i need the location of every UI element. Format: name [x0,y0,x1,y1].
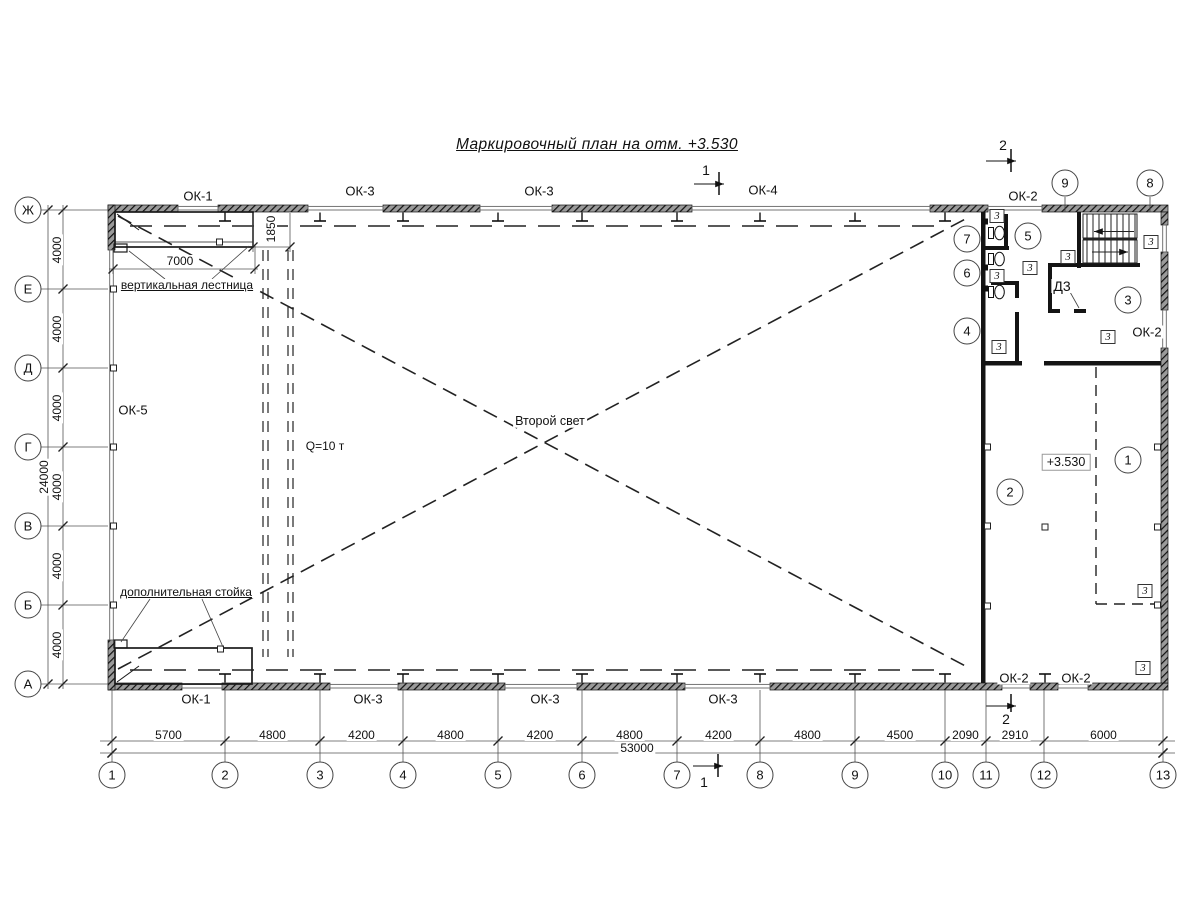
dim-bottom: 4200 [705,728,732,742]
room-number-bubble: 3 [1115,287,1142,314]
dim-bottom: 2910 [1001,728,1029,742]
grid-column-bubble: 12 [1031,762,1058,789]
window-mark-label: ОК-5 [118,402,148,418]
grid-column-bubble: 3 [307,762,334,789]
dim-left: 4000 [50,394,64,421]
window-mark-label: ОК-1 [183,188,213,204]
grid-row-bubble: В [15,513,42,540]
annotation-extra-post: дополнительная стойка [120,585,252,599]
dim-bottom: 4800 [259,728,286,742]
annotation-crane-capacity: Q=10 т [305,439,345,453]
drawing-title: Маркировочный план на отм. +3.530 [456,136,738,153]
annotation-second-light: Второй свет [515,413,585,428]
room-number-bubble: 7 [954,226,981,253]
grid-row-bubble: Е [15,276,42,303]
dim-bottom: 4200 [526,728,554,742]
node-number-bubble: 8 [1137,170,1164,197]
toilet-fixtures [983,219,1005,299]
wall-type-mark: 3 [1138,584,1153,598]
section-2-label-bottom: 2 [1002,711,1010,727]
grid-column-bubble: 11 [973,762,1000,789]
annotation-vertical-ladder: вертикальная лестница [120,278,254,292]
section-1-label-bottom: 1 [700,774,708,790]
wall-type-mark: 3 [1136,661,1151,675]
dim-total-width: 53000 [620,741,654,755]
dim-bottom: 6000 [1090,728,1117,742]
wall-type-mark: 3 [992,340,1007,354]
dim-left: 4000 [50,631,64,658]
dim-bottom: 4500 [886,728,914,742]
window-mark-label: ОК-3 [524,183,554,199]
dim-bottom: 4800 [437,728,464,742]
dim-total-height: 24000 [37,460,51,494]
grid-row-bubble: Д [15,355,42,382]
dim-left: 4000 [50,473,64,500]
grid-column-bubble: 4 [390,762,417,789]
grid-column-bubble: 7 [664,762,691,789]
grid-row-bubble: Б [15,592,42,619]
room-number-bubble: 4 [954,318,981,345]
wall-type-mark: 3 [1023,261,1038,275]
window-mark-label: ОК-1 [181,691,211,707]
grid-column-bubble: 9 [842,762,869,789]
grid-column-bubble: 1 [99,762,126,789]
grid-row-bubble: Ж [15,197,42,224]
grid-column-bubble: 10 [932,762,959,789]
dim-bottom: 4200 [348,728,375,742]
staircase [1083,214,1137,263]
grid-column-bubble: 2 [212,762,239,789]
dim-bottom: 2090 [952,728,979,742]
elevation-mark: +3.530 [1042,454,1091,471]
exterior-walls [108,205,1168,690]
dim-bottom: 4800 [616,728,643,742]
window-mark-label: ОК-3 [353,691,383,707]
dim-platform-width: 7000 [166,254,194,268]
dim-bottom: 5700 [155,728,182,742]
room-number-bubble: 2 [997,479,1024,506]
room-number-bubble: 5 [1015,223,1042,250]
wall-type-mark: 3 [990,269,1005,283]
room-number-bubble: 1 [1115,447,1142,474]
wall-type-mark: 3 [1061,250,1076,264]
grid-column-bubble: 6 [569,762,596,789]
grid-row-bubble: Г [15,434,42,461]
grid-row-bubble: А [15,671,42,698]
wall-type-mark: 3 [990,209,1005,223]
window-mark-label: ОК-4 [748,182,778,198]
wall-type-mark: 3 [1101,330,1116,344]
dim-bottom: 4800 [794,728,821,742]
grid-column-bubble: 5 [485,762,512,789]
window-mark-label: ОК-2 [1061,670,1091,686]
room-number-bubble: 6 [954,260,981,287]
grid-column-bubble: 13 [1150,762,1177,789]
window-mark-label: ОК-3 [708,691,738,707]
window-mark-label: ОК-3 [345,183,375,199]
leader-lines [121,197,1150,647]
dim-left: 4000 [50,236,64,263]
dim-left: 4000 [50,552,64,579]
window-mark-label: ОК-2 [1132,324,1162,340]
grid-column-bubble: 8 [747,762,774,789]
door-mark-label: Д3 [1053,278,1071,294]
dim-left: 4000 [50,315,64,342]
window-mark-label: ОК-2 [999,670,1029,686]
window-mark-label: ОК-3 [530,691,560,707]
section-2-label-top: 2 [999,137,1007,153]
dim-rail-offset: 1850 [264,215,278,243]
node-number-bubble: 9 [1052,170,1079,197]
wall-type-mark: 3 [1144,235,1159,249]
window-mark-label: ОК-2 [1008,188,1038,204]
section-1-label-top: 1 [702,162,710,178]
